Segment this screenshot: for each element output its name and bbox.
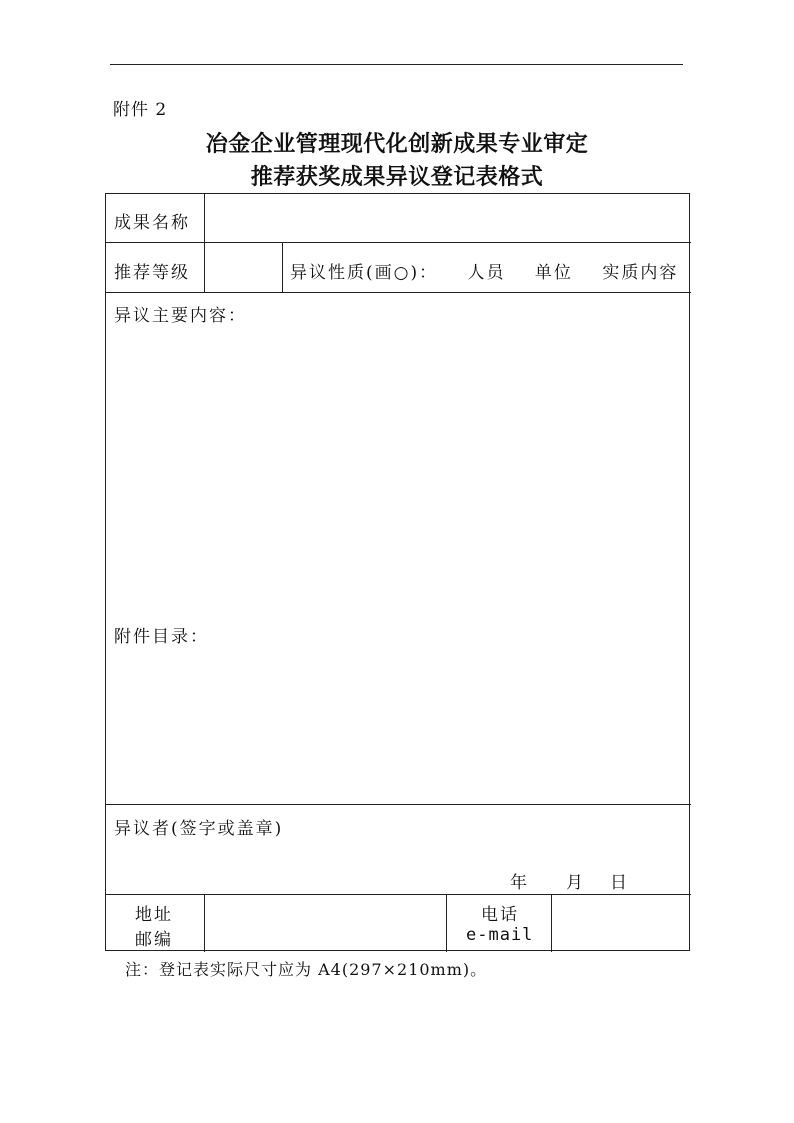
objection-option-personnel[interactable]: 人员	[467, 263, 506, 283]
row-divider	[106, 804, 691, 805]
row-divider	[106, 894, 691, 895]
row-divider	[106, 292, 691, 293]
objection-option-substantive-content[interactable]: 实质内容	[602, 263, 679, 283]
date-day-label: 日	[610, 873, 629, 893]
column-divider	[282, 242, 283, 292]
achievement-name-field[interactable]	[212, 208, 682, 232]
header-rule	[110, 64, 683, 65]
attachment-label: 附件 2	[113, 100, 168, 120]
objection-nature-group	[290, 258, 678, 283]
postcode-label: 邮编	[135, 930, 173, 950]
email-label: e-mail	[466, 925, 534, 945]
address-label: 地址	[135, 905, 173, 925]
objection-registration-form	[105, 193, 690, 951]
column-divider	[204, 894, 205, 952]
achievement-name-label: 成果名称	[114, 213, 190, 233]
objection-main-content-area[interactable]	[112, 326, 684, 611]
date-month-label: 月	[566, 873, 585, 893]
objection-option-unit[interactable]: 单位	[534, 263, 573, 283]
column-divider	[551, 894, 552, 952]
row-divider	[106, 242, 691, 243]
date-year-label: 年	[510, 873, 529, 893]
attachment-list-area[interactable]	[112, 646, 684, 796]
objection-main-content-label: 异议主要内容：	[114, 306, 247, 326]
document-title-line-2: 推荐获奖成果异议登记表格式	[250, 165, 544, 190]
recommend-level-label: 推荐等级	[114, 263, 190, 283]
recommend-level-field[interactable]	[210, 256, 276, 282]
form-size-note: 注：登记表实际尺寸应为 A4(297×210mm)。	[125, 960, 488, 979]
column-divider	[204, 194, 205, 242]
column-divider	[204, 242, 205, 292]
address-postcode-field[interactable]	[210, 902, 440, 944]
phone-label: 电话	[481, 905, 519, 925]
document-title-line-1: 冶金企业管理现代化创新成果专业审定	[205, 132, 589, 157]
attachment-list-label: 附件目录：	[114, 627, 209, 647]
objector-signature-label: 异议者(签字或盖章)	[114, 819, 284, 839]
objection-nature-label: 异议性质(画○)：	[290, 263, 439, 283]
phone-email-field[interactable]	[557, 902, 685, 944]
column-divider	[446, 894, 447, 952]
